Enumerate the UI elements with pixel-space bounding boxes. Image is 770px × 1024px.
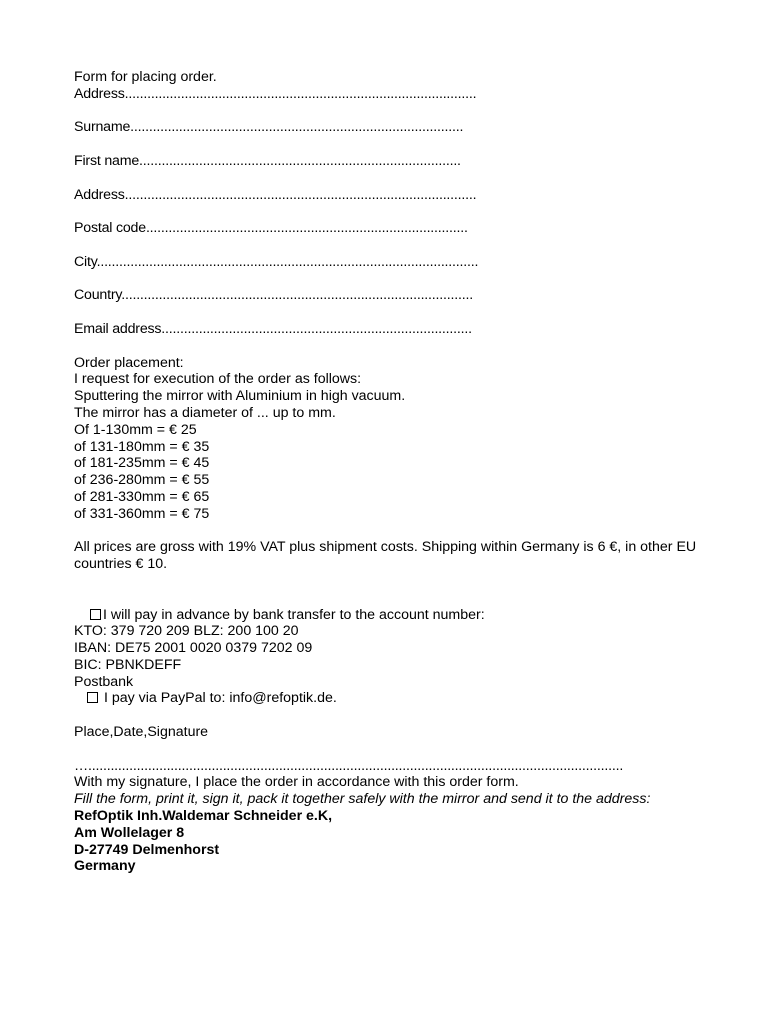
price-row: of 131-180mm = € 35 [74, 438, 210, 455]
postal-code-field[interactable]: Postal code...................................................................................... [74, 220, 468, 237]
email-field[interactable]: Email address................................................................................... [74, 320, 472, 337]
mailing-instructions: Fill the form, print it, sign it, pack it together safely with the mirror and send it to the address: [74, 791, 651, 808]
bank-name: Postbank [74, 673, 134, 690]
first-name-field[interactable]: First name...................................................................................... [74, 152, 461, 169]
postal-city: D-27749 Delmenhorst [74, 841, 220, 858]
country-name: Germany [74, 858, 136, 875]
price-row: of 236-280mm = € 55 [74, 472, 210, 489]
signature-line[interactable]: …............................................................................................................................................... [74, 757, 624, 774]
order-form-document [74, 69, 714, 875]
form-title: Form for placing order. [74, 69, 217, 85]
bank-transfer-checkbox[interactable] [90, 609, 101, 620]
address-field[interactable]: Address.............................................................................................. [74, 85, 477, 102]
iban-line: IBAN: DE75 2001 0020 0379 7202 09 [74, 640, 313, 657]
street-address: Am Wollelager 8 [74, 824, 185, 841]
signature-label: Place,Date,Signature [74, 724, 209, 741]
order-request: I request for execution of the order as follows: [74, 371, 362, 388]
price-row: of 281-330mm = € 65 [74, 488, 210, 505]
price-row: Of 1-130mm = € 25 [74, 421, 197, 438]
kto-line: KTO: 379 720 209 BLZ: 200 100 20 [74, 623, 299, 640]
order-diameter: The mirror has a diameter of ... up to mm. [74, 404, 336, 421]
vat-note: All prices are gross with 19% VAT plus shipment costs. Shipping within Germany is 6 €, in other EU countries € 10. [74, 539, 697, 573]
bank-transfer-option [74, 607, 714, 624]
country-field[interactable]: Country.............................................................................................. [74, 287, 473, 304]
paypal-checkbox[interactable] [87, 692, 98, 703]
order-service: Sputtering the mirror with Aluminium in high vacuum. [74, 388, 406, 405]
company-name: RefOptik Inh.Waldemar Schneider e.K, [74, 808, 333, 825]
surname-field[interactable]: Surname......................................................................................... [74, 119, 464, 136]
bic-line: BIC: PBNKDEFF [74, 656, 182, 673]
price-row: of 331-360mm = € 75 [74, 505, 210, 522]
address-field-2[interactable]: Address.............................................................................................. [74, 186, 477, 203]
signature-confirmation: With my signature, I place the order in accordance with this order form. [74, 774, 519, 791]
order-heading: Order placement: [74, 354, 184, 371]
bank-transfer-label: I will pay in advance by bank transfer to the account number: [103, 606, 485, 623]
price-row: of 181-235mm = € 45 [74, 455, 210, 472]
paypal-label: I pay via PayPal to: info@refoptik.de. [100, 690, 337, 707]
city-field[interactable]: City...................................................................................................... [74, 253, 479, 270]
paypal-option [74, 690, 714, 707]
